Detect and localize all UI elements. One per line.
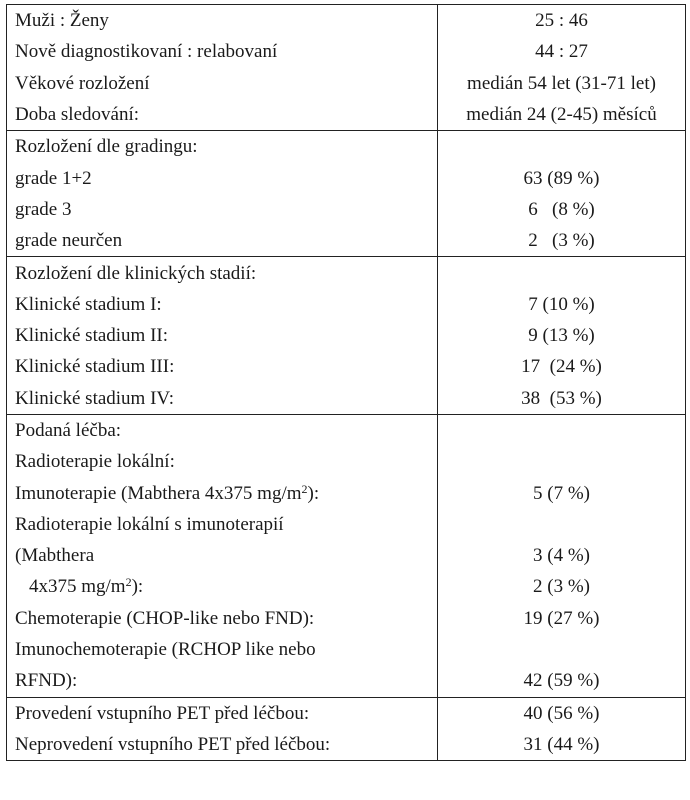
row-value: 63 (89 %) (438, 162, 686, 193)
label-text-suffix: ): (307, 482, 320, 504)
row-value (438, 446, 686, 477)
row-value: 2 (3 %) (438, 225, 686, 257)
table-row (7, 194, 686, 225)
row-label: Nově diagnostikovaní : relabovaní (7, 36, 438, 67)
row-value: 19 (27 %) (438, 603, 686, 634)
table-row (7, 729, 686, 761)
row-label (7, 571, 438, 602)
section-heading: Podaná léčba: (7, 414, 438, 446)
row-value (438, 634, 686, 665)
table-row (7, 571, 686, 602)
row-value: 7 (10 %) (438, 289, 686, 320)
table-row (7, 665, 686, 697)
row-label: Klinické stadium IV: (7, 383, 438, 415)
row-value: 9 (13 %) (438, 320, 686, 351)
table-row (7, 446, 686, 477)
table-row (7, 414, 686, 446)
row-value: 3 (4 %) (438, 540, 686, 571)
table-row (7, 257, 686, 289)
table-row (7, 68, 686, 99)
row-label: grade 3 (7, 194, 438, 225)
row-value: medián 24 (2-45) měsíců (438, 99, 686, 131)
row-label: Chemoterapie (CHOP-like nebo FND): (7, 603, 438, 634)
table-row (7, 697, 686, 729)
row-label: Muži : Ženy (7, 5, 438, 37)
row-value (438, 414, 686, 446)
row-value: 44 : 27 (438, 36, 686, 67)
row-value (438, 257, 686, 289)
row-label: Doba sledování: (7, 99, 438, 131)
row-label: Provedení vstupního PET před léčbou: (7, 697, 438, 729)
section-heading: Rozložení dle klinických stadií: (7, 257, 438, 289)
table-row (7, 603, 686, 634)
row-value: 40 (56 %) (438, 697, 686, 729)
table-row (7, 99, 686, 131)
row-value: medián 54 let (31-71 let) (438, 68, 686, 99)
row-value: 38 (53 %) (438, 383, 686, 415)
section-demographics (7, 5, 686, 131)
row-label: Klinické stadium II: (7, 320, 438, 351)
row-label: Radioterapie lokální s imunoterapií (7, 509, 438, 540)
row-label: grade 1+2 (7, 162, 438, 193)
row-label: Radioterapie lokální: (7, 446, 438, 477)
section-grading (7, 131, 686, 257)
table-row (7, 162, 686, 193)
row-label (7, 477, 438, 508)
row-label: Věkové rozložení (7, 68, 438, 99)
row-label: (Mabthera (7, 540, 438, 571)
section-treatment (7, 414, 686, 697)
superscript: 2 (301, 481, 308, 496)
row-value: 31 (44 %) (438, 729, 686, 761)
row-value: 25 : 46 (438, 5, 686, 37)
table-row (7, 477, 686, 508)
label-text: 4x375 mg/m (29, 576, 126, 598)
patient-characteristics-table (6, 4, 686, 761)
label-text: Imunoterapie (Mabthera 4x375 mg/m (15, 482, 302, 504)
row-label: RFND): (7, 665, 438, 697)
row-value: 2 (3 %) (438, 571, 686, 602)
section-clinical-stages (7, 257, 686, 414)
row-value: 42 (59 %) (438, 665, 686, 697)
superscript: 2 (125, 575, 132, 590)
table-row (7, 225, 686, 257)
row-value (438, 509, 686, 540)
row-label: Imunochemoterapie (RCHOP like nebo (7, 634, 438, 665)
section-pet (7, 697, 686, 761)
table-row (7, 351, 686, 382)
table-row (7, 5, 686, 37)
row-label: Klinické stadium I: (7, 289, 438, 320)
table-row (7, 36, 686, 67)
table-row (7, 383, 686, 415)
table-row (7, 634, 686, 665)
row-label: Neprovedení vstupního PET před léčbou: (7, 729, 438, 761)
row-value: 6 (8 %) (438, 194, 686, 225)
table-row (7, 540, 686, 571)
table-row (7, 289, 686, 320)
table-row (7, 131, 686, 163)
row-value: 5 (7 %) (438, 477, 686, 508)
row-value: 17 (24 %) (438, 351, 686, 382)
section-heading: Rozložení dle gradingu: (7, 131, 438, 163)
label-text-suffix: ): (131, 576, 144, 598)
row-value (438, 131, 686, 163)
row-label: grade neurčen (7, 225, 438, 257)
row-label: Klinické stadium III: (7, 351, 438, 382)
table-row (7, 320, 686, 351)
table-row (7, 509, 686, 540)
